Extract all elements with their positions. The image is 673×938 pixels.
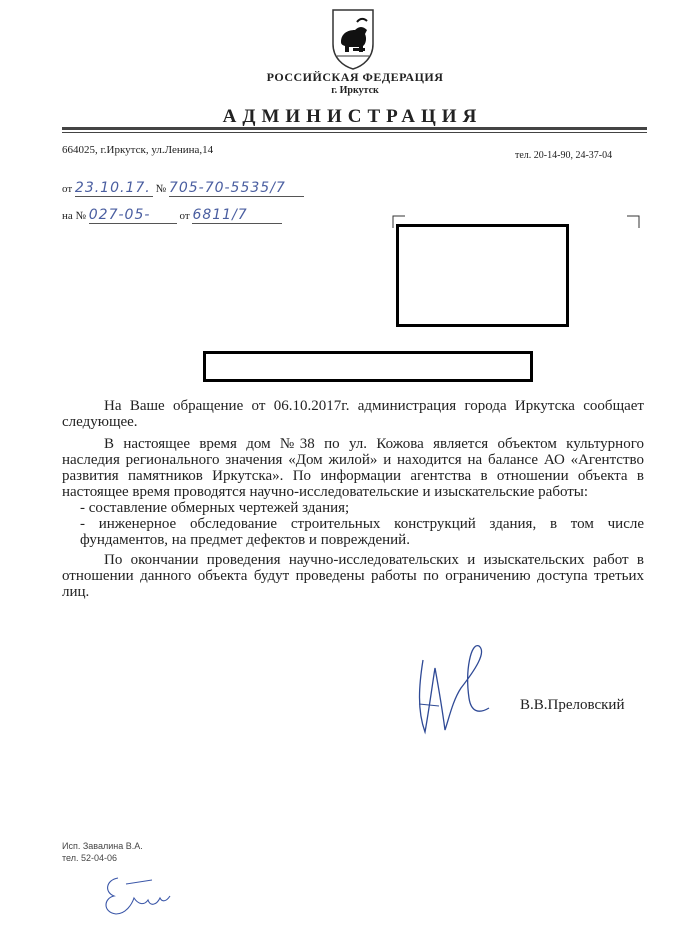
header-rule-thick [62,127,647,130]
organization-address: 664025, г.Иркутск, ул.Ленина,14 [62,144,214,156]
number-label: № [155,183,167,195]
from-label: от [62,183,73,195]
incoming-from-label: от [179,210,190,222]
redacted-salutation-box [203,351,533,382]
executor-phone: тел. 52-04-06 [62,853,118,863]
coat-of-arms-icon [329,8,377,70]
redacted-addressee-box [396,224,569,327]
handwritten-signature [405,640,515,740]
executor-initials-signature [96,872,176,920]
organization-phone: тел. 20-14-90, 24-37-04 [515,150,613,161]
executor-name: Исп. Завалина В.А. [62,841,143,851]
list-item: - инженерное обследование строительных конструкций здания, в том числе фундаментов, на предмет дефектов и повреждений. [80,516,644,548]
paragraph-2: В настоящее время дом №38 по ул. Кожова является объектом культурного наследия регионального значения «Дом жилой» и находится на балансе АО «Агентство развития памятников Иркутска». По информации агентства в отношении объекта в настоящее время проводятся научно-исследовательские и изыскательские работы: [62,436,644,500]
on-number-label: на № [62,210,87,222]
list-item: - составление обмерных чертежей здания; [80,500,350,516]
executor-info [62,840,143,864]
outgoing-registration [62,180,304,197]
address-corner-right [626,215,640,229]
city-name: г. Иркутск [331,85,379,96]
incoming-registration [62,207,282,224]
letter-body [62,398,644,600]
signer-name: В.В.Преловский [520,697,625,713]
country-name: РОССИЙСКАЯ ФЕДЕРАЦИЯ [266,70,444,84]
paragraph-1: На Ваше обращение от 06.10.2017г. администрация города Иркутска сообщает следующее. [62,398,644,430]
incoming-date: 6811/7 [192,207,282,224]
organization-title: АДМИНИСТРАЦИЯ [222,106,483,127]
header-rule-thin [62,132,647,133]
outgoing-number: 705-70-5535/7 [169,180,304,197]
incoming-number: 027-05- [89,207,177,224]
paragraph-3: По окончании проведения научно-исследовательских и изыскательских работ в отношении данного объекта будут проведены работы по ограничению доступа третьих лиц. [62,552,644,600]
outgoing-date: 23.10.17. [75,180,153,197]
